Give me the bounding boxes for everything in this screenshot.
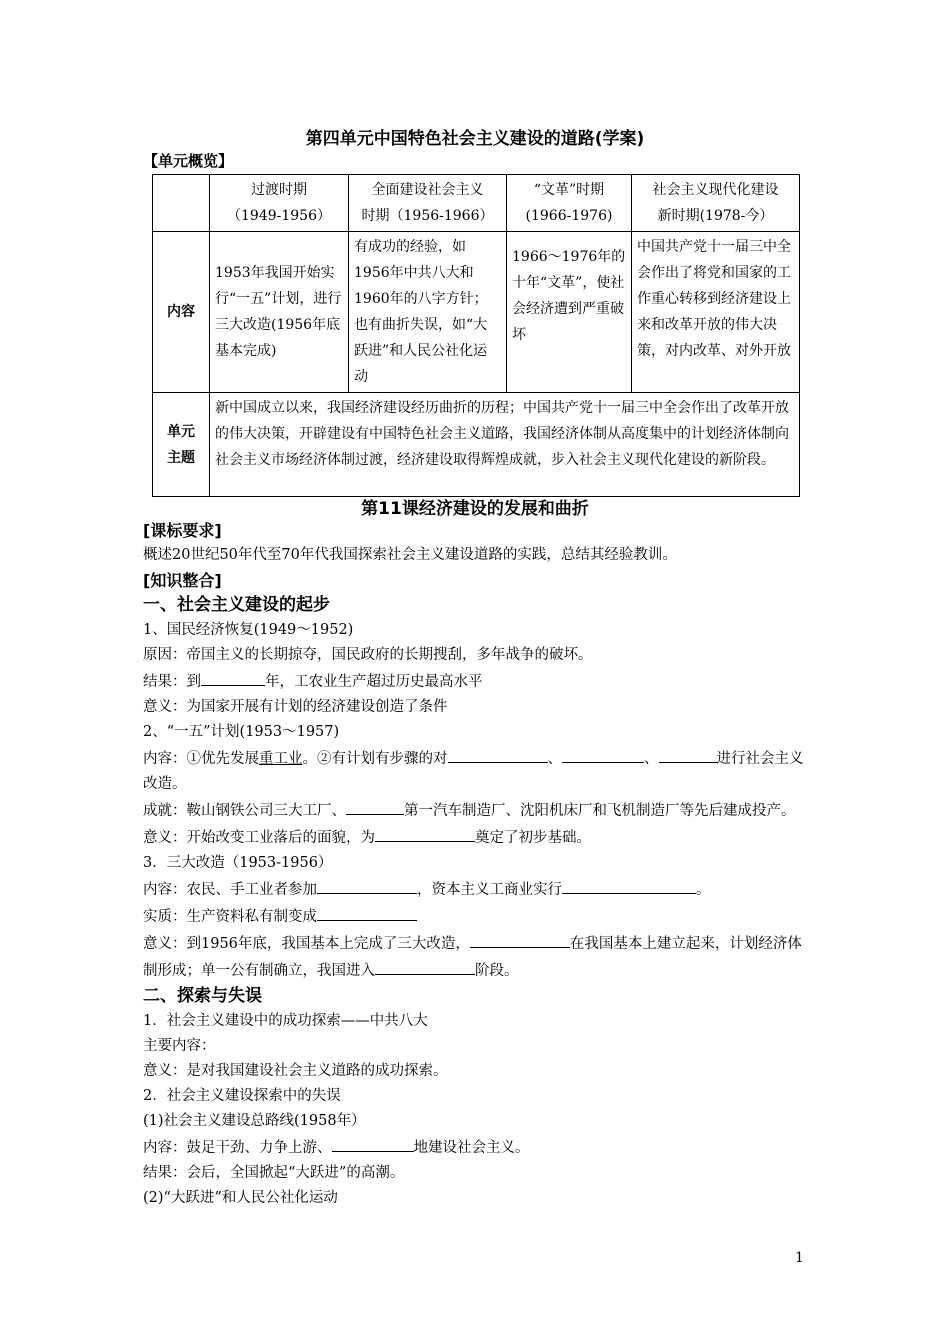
paragraph: (2)“大跃进”和人民公社化运动 <box>143 1190 338 1206</box>
fill-blank[interactable] <box>346 797 404 815</box>
fill-blank[interactable] <box>448 745 548 763</box>
paragraph: 成就：鞍山钢铁公司三大工厂、 第一汽车制造厂、沈阳机床厂和飞机制造厂等先后建成投产。 <box>143 797 808 824</box>
paragraph: 主要内容： <box>143 1038 216 1054</box>
paragraph: 内容：①优先发展重工业。②有计划有步骤的对 、 、 进行社会主义改造。 <box>143 745 808 797</box>
paragraph: 意义：为国家开展有计划的经济建设创造了条件 <box>143 699 448 715</box>
paragraph: 意义：开始改变工业落后的面貌，为 奠定了初步基础。 <box>143 824 808 851</box>
table-header-row <box>153 175 800 232</box>
theme-row-label: 单元 主题 <box>153 393 210 497</box>
unit-overview-table <box>152 174 800 497</box>
period-header: “文革”时期 (1966-1976) <box>507 175 632 232</box>
table-content-row <box>153 232 800 393</box>
theme-cell: 新中国成立以来，我国经济建设经历曲折的历程；中国共产党十一届三中全会作出了改革开放的伟大决策，开辟建设有中国特色社会主义道路，我国经济体制从高度集中的计划经济体制向社会主义市场经济体制过渡，经济建设取得辉煌成就，步入社会主义现代化建设的新阶段。 <box>210 393 800 497</box>
table-theme-row <box>153 393 800 497</box>
fill-blank[interactable] <box>562 745 644 763</box>
period-header: 全面建设社会主义 时期（1956-1966） <box>349 175 507 232</box>
overview-label: 【单元概览】 <box>143 152 234 170</box>
section-heading: 二、探索与失误 <box>143 986 262 1006</box>
curriculum-heading: [课标要求] <box>143 521 222 540</box>
subsection-title: 3．三大改造（1953-1956） <box>143 855 333 871</box>
page-number: 1 <box>795 1250 804 1266</box>
lesson-title: 第11课经济建设的发展和曲折 <box>361 499 589 519</box>
paragraph: 实质：生产资料私有制变成 <box>143 903 808 930</box>
subsection-title: 1．社会主义建设中的成功探索——中共八大 <box>143 1013 428 1029</box>
subsection-title: 2．社会主义建设探索中的失误 <box>143 1088 341 1104</box>
content-cell: 1953年我国开始实行“一五”计划，进行三大改造(1956年底基本完成) <box>210 232 349 393</box>
fill-blank[interactable] <box>317 903 417 921</box>
curriculum-text: 概述20世纪50年代至70年代我国探索社会主义建设道路的实践，总结其经验教训。 <box>143 547 677 563</box>
fill-blank[interactable] <box>317 876 417 894</box>
period-header: 过渡时期 （1949-1956） <box>210 175 349 232</box>
lesson-body <box>143 518 808 1211</box>
content-cell: 有成功的经验，如1956年中共八大和1960年的八字方针；也有曲折失误，如“大跃进”和人民公社化运动 <box>349 232 507 393</box>
paragraph: 结果：到 年，工农业生产超过历史最高水平 <box>143 668 808 695</box>
underlined-answer: 重工业 <box>259 751 303 767</box>
fill-blank[interactable] <box>470 930 570 948</box>
document-title: 第四单元中国特色社会主义建设的道路(学案) <box>305 129 645 149</box>
content-cell: 1966～1976年的十年“文革”，使社会经济遭到严重破坏 <box>507 232 632 393</box>
fill-blank[interactable] <box>332 1134 414 1152</box>
table-corner-cell <box>153 175 210 232</box>
fill-blank[interactable] <box>375 957 475 975</box>
fill-blank[interactable] <box>562 876 696 894</box>
period-header: 社会主义现代化建设 新时期(1978-今） <box>632 175 800 232</box>
paragraph: (1)社会主义建设总路线(1958年） <box>143 1113 366 1129</box>
content-row-label: 内容 <box>153 232 210 393</box>
paragraph: 内容：农民、手工业者参加 ，资本主义工商业实行 。 <box>143 876 808 903</box>
fill-blank[interactable] <box>201 668 265 686</box>
knowledge-heading: [知识整合] <box>143 571 222 590</box>
content-cell: 中国共产党十一届三中全会作出了将党和国家的工作重心转移到经济建设上来和改革开放的伟大决策，对内改革、对外开放 <box>632 232 800 393</box>
section-heading: 一、社会主义建设的起步 <box>143 595 330 615</box>
paragraph: 意义：到1956年底，我国基本上完成了三大改造， 在我国基本上建立起来，计划经济体制形成；单一公有制确立，我国进入 阶段。 <box>143 930 808 984</box>
subsection-title: 2、“一五”计划(1953～1957) <box>143 724 340 740</box>
paragraph: 意义：是对我国建设社会主义道路的成功探索。 <box>143 1063 448 1079</box>
fill-blank[interactable] <box>659 745 717 763</box>
paragraph: 内容：鼓足干劲、力争上游、 地建设社会主义。 <box>143 1134 808 1161</box>
fill-blank[interactable] <box>375 824 475 842</box>
paragraph: 原因：帝国主义的长期掠夺，国民政府的长期搜刮，多年战争的破坏。 <box>143 647 593 663</box>
paragraph: 结果：会后，全国掀起“大跃进”的高潮。 <box>143 1165 405 1181</box>
subsection-title: 1、国民经济恢复(1949～1952) <box>143 622 354 638</box>
